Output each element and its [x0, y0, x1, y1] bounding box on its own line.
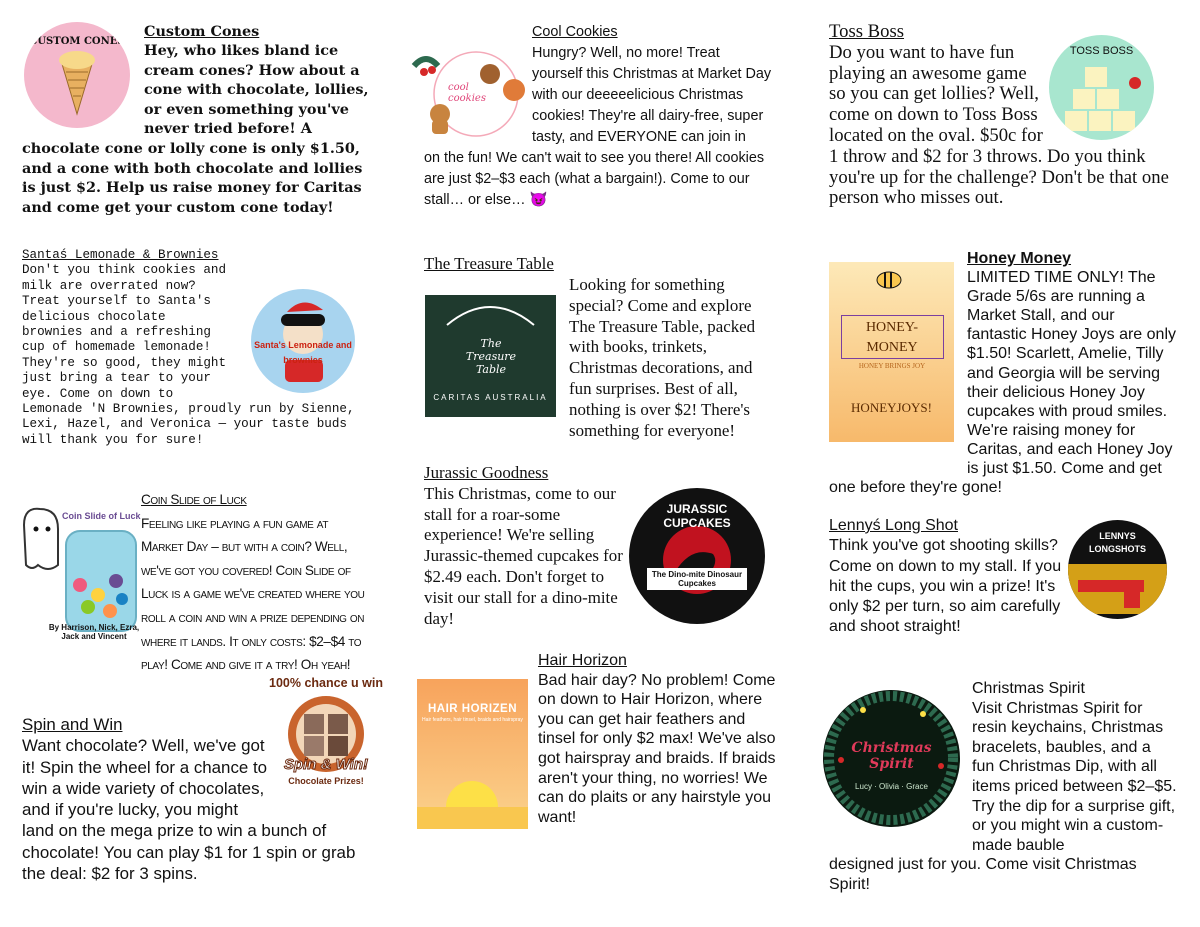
cool-cookies-section [424, 22, 774, 211]
spin-win-logo-mid: Spin & Win! [283, 756, 369, 773]
spin-win-title: Spin and Win [22, 715, 123, 734]
christmas-spirit-logo-script: Christmas Spirit [851, 740, 932, 772]
santas-lemonade-title: Santaś Lemonade & Brownies [22, 248, 219, 262]
hair-horizon-section [538, 651, 778, 827]
cool-cookies-logo-text: cool cookies [448, 82, 486, 104]
custom-cones-section [22, 22, 372, 217]
cool-cookies-title: Cool Cookies [532, 24, 618, 40]
lennys-title: Lennyś Long Shot [829, 517, 958, 534]
spin-win-logo-top: 100% chance u win [269, 676, 383, 690]
honey-money-body: LIMITED TIME ONLY! The Grade 5/6s are running a Market Stall, and our fantastic Honey Joys are only $1.50! Scarlett, Amelie, Tilly and Georgia will be serving their delicious Honey Joy cupcakes with proud smiles. We're raising money for Caritas, and each Honey Joy is just $1.50. Come and get one before they're gone! [829, 269, 1176, 497]
lennys-logo [1068, 520, 1167, 619]
christmas-spirit-body-bottom: designed just for you. Come visit Christmas Spirit! [829, 856, 1137, 893]
coin-slide-logo-bottom: By Harrison, Nick, Ezra, Jack and Vincent [48, 623, 140, 641]
coin-slide-section [141, 488, 367, 677]
christmas-spirit-title: Christmas Spirit [972, 680, 1085, 697]
hair-horizon-logo-sub: Hair feathers, hair tinsel, braids and hairspray [422, 717, 523, 723]
blaster-icon [1068, 564, 1167, 619]
lennys-section [829, 516, 1065, 638]
jurassic-logo-banner: The Dino-mite Dinosaur Cupcakes [647, 568, 747, 590]
honey-money-logo-bottom: HONEYJOYS! [851, 400, 932, 415]
coin-slide-logo-top: Coin Slide of Luck [62, 511, 141, 521]
coin-slide-body: Feeling like playing a fun game at Market Day – but with a coin? Well, we've got you covered! Coin Slide of Luck is a game we've created where you roll a coin and win a prize depending on where it lands. It only costs: $2–$4 to play! Come and give it a try! Oh yeah! [141, 515, 365, 673]
coin-slide-logo [18, 495, 141, 650]
treasure-table-logo-ring: CARITAS AUSTRALIA [433, 393, 548, 402]
hair-horizon-title: Hair Horizon [538, 652, 627, 669]
santas-lemonade-section [22, 248, 367, 448]
custom-cones-title: Custom Cones [144, 23, 260, 40]
jurassic-logo-top: JURASSIC CUPCAKES [663, 502, 731, 530]
hair-horizon-logo [417, 679, 528, 829]
jurassic-logo [629, 488, 765, 624]
christmas-spirit-section [829, 679, 1177, 895]
sun-icon [417, 759, 528, 829]
treasure-table-section [569, 275, 777, 441]
santas-lemonade-logo-text: Santa's Lemonade and brownies [254, 340, 352, 366]
christmas-spirit-body-top: Visit Christmas Spirit for resin keychains, Christmas bracelets, baubles, and a fun Christmas Dip, with all items priced between $2–$5. Try the dip for a surprise gift, or you might win a custom-made bauble [972, 699, 1177, 854]
spin-win-body: Want chocolate? Well, we've got it! Spin the wheel for a chance to win a wide variety of chocolates, and if you're lucky, you might land on the mega prize to win a bunch of chocolate! You can play $1 for 1 spin or grab the deal: $2 for 3 spins. [22, 736, 356, 884]
jurassic-body: This Christmas, come to our stall for a roar-some experience! We're selling Jurassic-themed cupcakes for $2.49 each. Don't forget to visit our stall for a dino-mite day! [424, 483, 623, 628]
spin-win-section [22, 714, 368, 884]
honey-money-logo-sub: HONEY BRINGS JOY [858, 362, 926, 370]
toss-boss-body: Do you want to have fun playing an awesome game so you can get lollies? Well, come on down to Toss Boss located on the oval. $50c for 1 throw and $2 for 3 throws. Do you think you're up for the challenge? Don't be that one person who misses out. [829, 41, 1169, 209]
lennys-body: Think you've got shooting skills? Come on down to my stall. If you hit the cups, you win a prize! It's only $2 per turn, so aim carefully and shoot straight! [829, 537, 1062, 636]
toss-boss-section [829, 22, 1175, 209]
treasure-table-body: Looking for something special? Come and explore The Treasure Table, packed with books, trinkets, Christmas decorations, and fun surprises. Best of all, nothing is over $2! There's something for everyone! [569, 275, 756, 440]
treasure-table-title: The Treasure Table [424, 254, 554, 273]
coin-slide-title: Coin Slide of Luck [141, 492, 247, 507]
treasure-table-logo [425, 295, 556, 417]
toss-boss-logo-text: TOSS BOSS [1069, 45, 1134, 57]
cool-cookies-body-bottom: on the fun! We can't wait to see you there! All cookies are just $2–$3 each (what a bargain!). Come to our stall… or else… 😈 [424, 150, 765, 208]
custom-cones-logo [24, 22, 130, 128]
custom-cones-body: Hey, who likes bland ice cream cones? How about a cone with chocolate, lollies, or even something you've never tried before! A chocolate cone or lolly cone is only $1.50, and a cone with both chocolate and lollies is just $2. Help us raise money for Caritas and come get your custom cone today! [22, 42, 369, 216]
cool-cookies-body-top: Hungry? Well, no more! Treat yourself this Christmas at Market Day with our deeeeelicious Christmas cookies! They're all dairy-free, super tasty, and EVERYONE can join in [532, 45, 772, 145]
honey-money-title: Honey Money [967, 250, 1072, 267]
santas-lemonade-logo [237, 288, 367, 394]
christmas-spirit-logo-names: Lucy · Olivia · Grace [855, 782, 928, 791]
hair-horizon-body: Bad hair day? No problem! Come on down to Hair Horizon, where you can get hair feathers and tinsel for only $2 max! We've also got hairspray and braids. If braids aren't your thing, no worries! We can do plaits or any hairstyle you want! [538, 671, 776, 826]
honey-money-logo-title: HONEY-MONEY [865, 320, 919, 355]
toss-boss-title: Toss Boss [829, 21, 905, 42]
honey-money-section [829, 249, 1177, 497]
treasure-table-logo-script: The Treasure Table [465, 337, 517, 376]
custom-cones-logo-title: CUSTOM CONES [29, 36, 125, 47]
santas-lemonade-body: Don't you think cookies and milk are overrated now? Treat yourself to Santa's delicious chocolate brownies and a refreshing cup of homemade lemonade! They're so good, they might just bring a tear to your eye. Come on down to Lemonade 'N Brownies, proudly run by Sienne, Lexi, Hazel, and Veronica — your taste buds will thank you for sure! [22, 263, 355, 447]
lennys-logo-text: LENNYS LONGSHOTS [1088, 531, 1146, 554]
jurassic-title: Jurassic Goodness [424, 463, 549, 482]
jurassic-section [424, 463, 624, 629]
spin-win-logo-bottom: Chocolate Prizes! [288, 776, 364, 786]
hair-horizon-logo-title: HAIR HORIZEN [427, 703, 518, 715]
